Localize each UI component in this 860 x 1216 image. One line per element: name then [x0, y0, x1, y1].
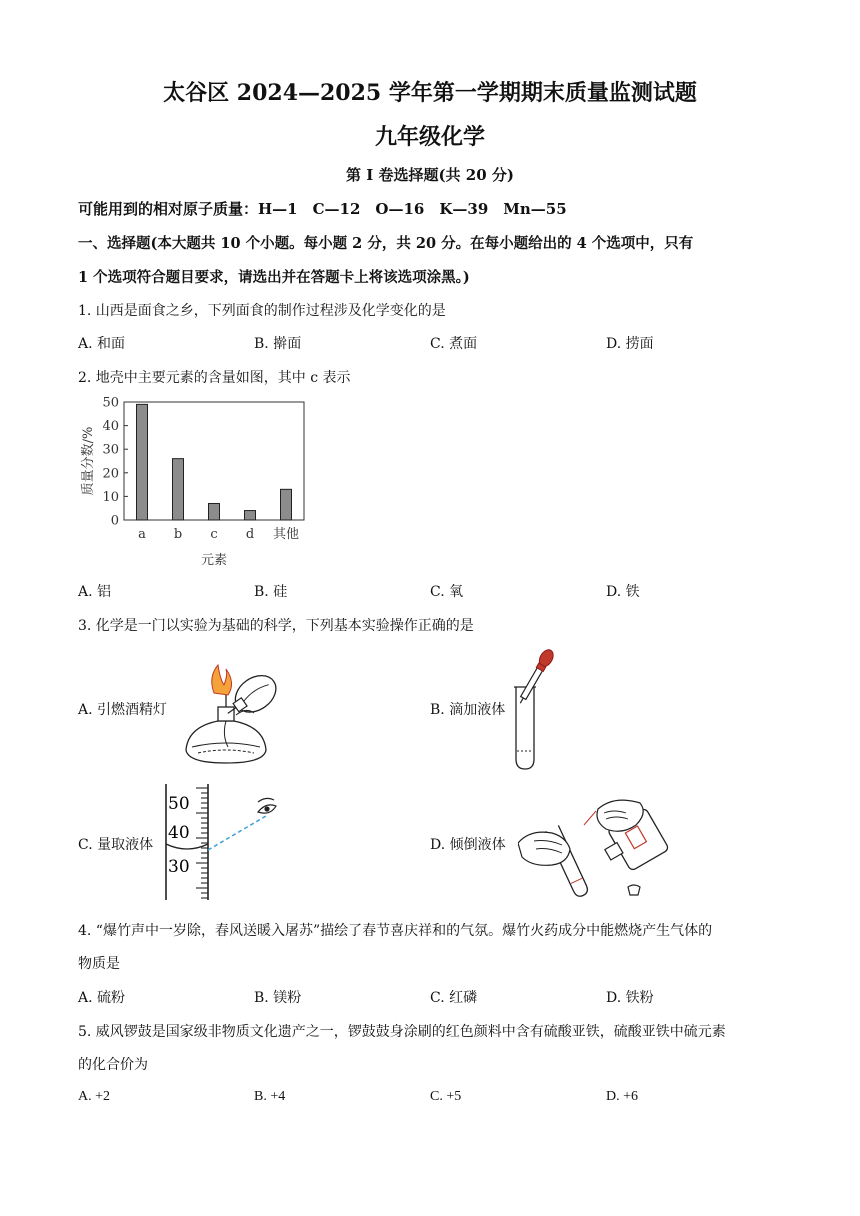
q4-option-c[interactable]: C. 红磷: [430, 990, 478, 1006]
bar-2: [173, 459, 184, 520]
liquid-stream: [584, 811, 596, 825]
q4-option-b[interactable]: B. 镁粉: [254, 990, 302, 1006]
q5-option-a[interactable]: A. +2: [78, 1089, 111, 1104]
q2-option-c[interactable]: C. 氧: [430, 584, 464, 600]
q5-option-d[interactable]: D. +6: [606, 1089, 639, 1104]
bar-5: [281, 489, 292, 520]
q3-option-a[interactable]: A. 引燃酒精灯: [78, 702, 168, 718]
q1-option-d[interactable]: D. 捞面: [606, 336, 654, 352]
x-tick-label: 其他: [272, 527, 300, 542]
q5-option-b[interactable]: B. +4: [254, 1089, 286, 1104]
question-5-stem-line2: 的化合价为: [78, 1057, 148, 1073]
alcohol-lamp-lighting-illustration: [176, 655, 286, 770]
x-tick-label: d: [245, 527, 255, 542]
q1-option-c[interactable]: C. 煮面: [430, 336, 478, 352]
section-instructions-line2: 1 个选项符合题目要求，请选出并在答题卡上将该选项涂黑。): [78, 269, 470, 286]
x-tick-label: a: [138, 527, 146, 542]
q1-option-b[interactable]: B. 擀面: [254, 336, 302, 352]
q1-option-a[interactable]: A. 和面: [78, 336, 126, 352]
question-2-stem: 2. 地壳中主要元素的含量如图，其中 c 表示: [78, 370, 351, 386]
page-title: 太谷区 2024—2025 学年第一学期期末质量监测试题: [163, 80, 697, 106]
y-tick-label: 40: [102, 419, 119, 435]
pouring-liquid-illustration: [518, 795, 688, 905]
atomic-masses: 可能用到的相对原子质量：H—1 C—12 O—16 K—39 Mn—55: [78, 200, 567, 218]
bar-1: [137, 404, 148, 520]
question-5-stem-line1: 5. 威风锣鼓是国家级非物质文化遗产之一，锣鼓鼓身涂刷的红色颜料中含有硫酸亚铁，硫酸亚铁中硫元素: [78, 1024, 726, 1040]
bar-4: [245, 511, 256, 520]
x-tick-label: b: [173, 527, 183, 542]
q3-option-b[interactable]: B. 滴加液体: [430, 702, 506, 718]
graduated-cylinder-reading-illustration: [158, 780, 283, 905]
dropper-test-tube-illustration: [510, 643, 560, 773]
q2-option-b[interactable]: B. 硅: [254, 584, 288, 600]
element-content-bar-chart: [78, 392, 318, 572]
y-tick-label: 50: [102, 395, 119, 411]
bar-3: [209, 503, 220, 520]
y-tick-label: 10: [102, 489, 119, 505]
section-instructions-line1: 一、选择题(本大题共 10 个小题。每小题 2 分，共 20 分。在每小题给出的 4 个选项中，只有: [78, 235, 694, 252]
q4-option-d[interactable]: D. 铁粉: [606, 990, 654, 1006]
question-1-stem: 1. 山西是面食之乡，下列面食的制作过程涉及化学变化的是: [78, 303, 446, 319]
y-tick-label: 0: [110, 513, 119, 529]
sight-line: [208, 816, 266, 850]
cylinder-mark-30: 30: [168, 857, 190, 877]
question-4-stem-line1: 4. “爆竹声中一岁除，春风送暖入屠苏”描绘了春节喜庆祥和的气氛。爆竹火药成分中能燃烧产生气体的: [78, 923, 713, 939]
cylinder-mark-50: 50: [168, 794, 190, 814]
y-axis-label: 质量分数/%: [81, 426, 96, 496]
page-subtitle: 九年级化学: [374, 124, 485, 150]
volume-heading: 第 I 卷选择题(共 20 分): [346, 166, 514, 184]
y-tick-label: 20: [102, 466, 119, 482]
q3-option-c[interactable]: C. 量取液体: [78, 837, 154, 853]
q5-option-c[interactable]: C. +5: [430, 1089, 462, 1104]
q4-option-a[interactable]: A. 硫粉: [78, 990, 126, 1006]
q3-option-d[interactable]: D. 倾倒液体: [430, 837, 506, 853]
question-3-stem: 3. 化学是一门以实验为基础的科学，下列基本实验操作正确的是: [78, 618, 474, 634]
x-axis-label: 元素: [200, 553, 228, 568]
q2-option-d[interactable]: D. 铁: [606, 584, 640, 600]
x-tick-label: c: [210, 527, 218, 542]
question-4-stem-line2: 物质是: [78, 956, 120, 972]
chart-frame: [124, 402, 304, 520]
q2-option-a[interactable]: A. 铝: [78, 584, 112, 600]
y-tick-label: 30: [102, 442, 119, 458]
eye-icon: [258, 798, 276, 813]
cylinder-mark-40: 40: [168, 823, 190, 843]
bottle-stopper: [628, 885, 640, 895]
